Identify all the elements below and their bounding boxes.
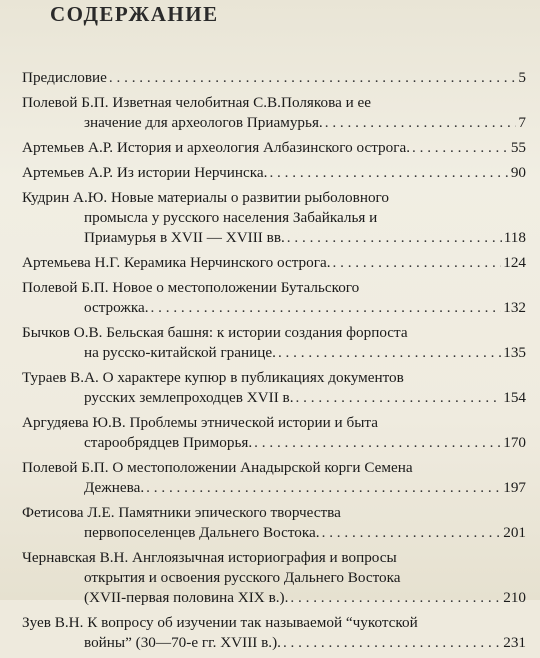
toc-entry-text: первопоселенцев Дальнего Востока.	[84, 524, 320, 541]
toc-entry	[22, 163, 526, 183]
toc-entry-line	[22, 548, 526, 568]
toc-entry-text: промысла у русского населения Забайкалья и	[84, 209, 378, 226]
toc-entry-line	[22, 368, 526, 388]
toc-entry-text: Тураев В.А. О характере купюр в публикациях документов	[22, 369, 404, 386]
toc-entry-text: Бычков О.В. Бельская башня: к истории создания форпоста	[22, 324, 408, 341]
toc-entry-line	[22, 478, 526, 498]
toc-page-number: 132	[503, 299, 526, 316]
dot-leader	[269, 163, 508, 183]
toc-entry	[22, 613, 526, 653]
toc-entry-text: Чернавская В.Н. Англоязычная историография и вопросы	[22, 549, 397, 566]
toc-entry	[22, 323, 526, 363]
toc-entry-text: на русско-китайской границе.	[84, 344, 276, 361]
toc-entry-line	[22, 138, 526, 158]
table-of-contents	[22, 68, 526, 658]
toc-entry-line	[22, 278, 526, 298]
toc-entry-line	[22, 343, 526, 363]
toc-entry-line	[22, 633, 526, 653]
toc-entry-line	[22, 413, 526, 433]
toc-entry-text: войны” (30—70-е гг. XVIII в.).	[84, 634, 281, 651]
toc-entry-line	[22, 68, 526, 88]
dot-leader	[254, 433, 501, 453]
toc-entry-text: Полевой Б.П. Изветная челобитная С.В.Полякова и ее	[22, 94, 372, 111]
toc-entry-line	[22, 388, 526, 408]
toc-entry	[22, 458, 526, 498]
toc-entry-text: Кудрин А.Ю. Новые материалы о развитии рыболовного	[22, 189, 389, 206]
toc-entry-text: Зуев В.Н. К вопросу об изучении так называемой “чукотской	[22, 614, 418, 631]
toc-entry-line	[22, 433, 526, 453]
dot-leader	[109, 68, 516, 88]
toc-page-number: 231	[503, 634, 526, 651]
dot-leader	[283, 633, 501, 653]
toc-entry-text: Полевой Б.П. Новое о местоположении Бутальского	[22, 279, 360, 296]
toc-page-number: 124	[503, 254, 526, 271]
dot-leader	[287, 228, 502, 248]
dot-leader	[290, 588, 501, 608]
toc-entry-line	[22, 613, 526, 633]
dot-leader	[412, 138, 509, 158]
toc-entry-line	[22, 523, 526, 543]
dot-leader	[322, 523, 502, 543]
toc-entry	[22, 93, 526, 133]
toc-page-number: 210	[503, 589, 526, 606]
toc-entry-text: (XVII-первая половина XIX в.).	[84, 589, 289, 606]
toc-entry-line	[22, 228, 526, 248]
toc-entry-line	[22, 188, 526, 208]
toc-page-number: 201	[503, 524, 526, 541]
toc-entry	[22, 253, 526, 273]
toc-entry-text: острожка.	[84, 299, 149, 316]
toc-entry-text: Дежнева.	[84, 479, 145, 496]
toc-entry-line	[22, 253, 526, 273]
toc-entry	[22, 278, 526, 318]
toc-page-number: 154	[503, 389, 526, 406]
toc-entry-text: Артемьев А.Р. История и археология Албазинского острога.	[22, 139, 410, 156]
toc-entry-text: Фетисова Л.Е. Памятники эпического творчества	[22, 504, 341, 521]
toc-entry-line	[22, 298, 526, 318]
toc-entry-line	[22, 208, 526, 228]
toc-entry-text: Предисловие	[22, 69, 107, 86]
toc-entry	[22, 503, 526, 543]
toc-page-number: 118	[503, 229, 526, 246]
toc-page-number: 7	[518, 114, 526, 131]
toc-entry	[22, 368, 526, 408]
toc-entry	[22, 413, 526, 453]
toc-entry-line	[22, 113, 526, 133]
toc-entry	[22, 548, 526, 608]
toc-entry-text: значение для археологов Приамурья.	[84, 114, 323, 131]
toc-entry-text: Приамурья в XVII — XVIII вв.	[84, 229, 285, 246]
dot-leader	[325, 113, 517, 133]
dot-leader	[146, 478, 501, 498]
toc-page-number: 197	[503, 479, 526, 496]
toc-entry-text: открытия и освоения русского Дальнего Востока	[84, 569, 401, 586]
toc-entry	[22, 188, 526, 248]
toc-entry-line	[22, 163, 526, 183]
toc-entry-text: Полевой Б.П. О местоположении Анадырской корги Семена	[22, 459, 413, 476]
toc-entry-line	[22, 93, 526, 113]
toc-entry-text: Артемьева Н.Г. Керамика Нерчинского острога.	[22, 254, 331, 271]
dot-leader	[151, 298, 502, 318]
toc-entry	[22, 138, 526, 158]
toc-entry-line	[22, 503, 526, 523]
dot-leader	[296, 388, 502, 408]
toc-page-number: 55	[510, 139, 526, 156]
toc-entry-text: старообрядцев Приморья.	[84, 434, 253, 451]
toc-page-number: 5	[518, 69, 526, 86]
toc-entry-line	[22, 568, 526, 588]
toc-entry	[22, 68, 526, 88]
toc-page-number: 135	[503, 344, 526, 361]
toc-entry-text: Аргудяева Ю.В. Проблемы этнической истории и быта	[22, 414, 378, 431]
dot-leader	[278, 343, 501, 363]
page-title: СОДЕРЖАНИЕ	[50, 2, 219, 26]
toc-entry-text: русских землепроходцев XVII в.	[84, 389, 294, 406]
toc-entry-text: Артемьев А.Р. Из истории Нерчинска.	[22, 164, 268, 181]
toc-entry-line	[22, 458, 526, 478]
toc-page-number: 170	[503, 434, 526, 451]
toc-entry-line	[22, 323, 526, 343]
toc-page-number: 90	[510, 164, 526, 181]
dot-leader	[333, 253, 502, 273]
toc-entry-line	[22, 588, 526, 608]
